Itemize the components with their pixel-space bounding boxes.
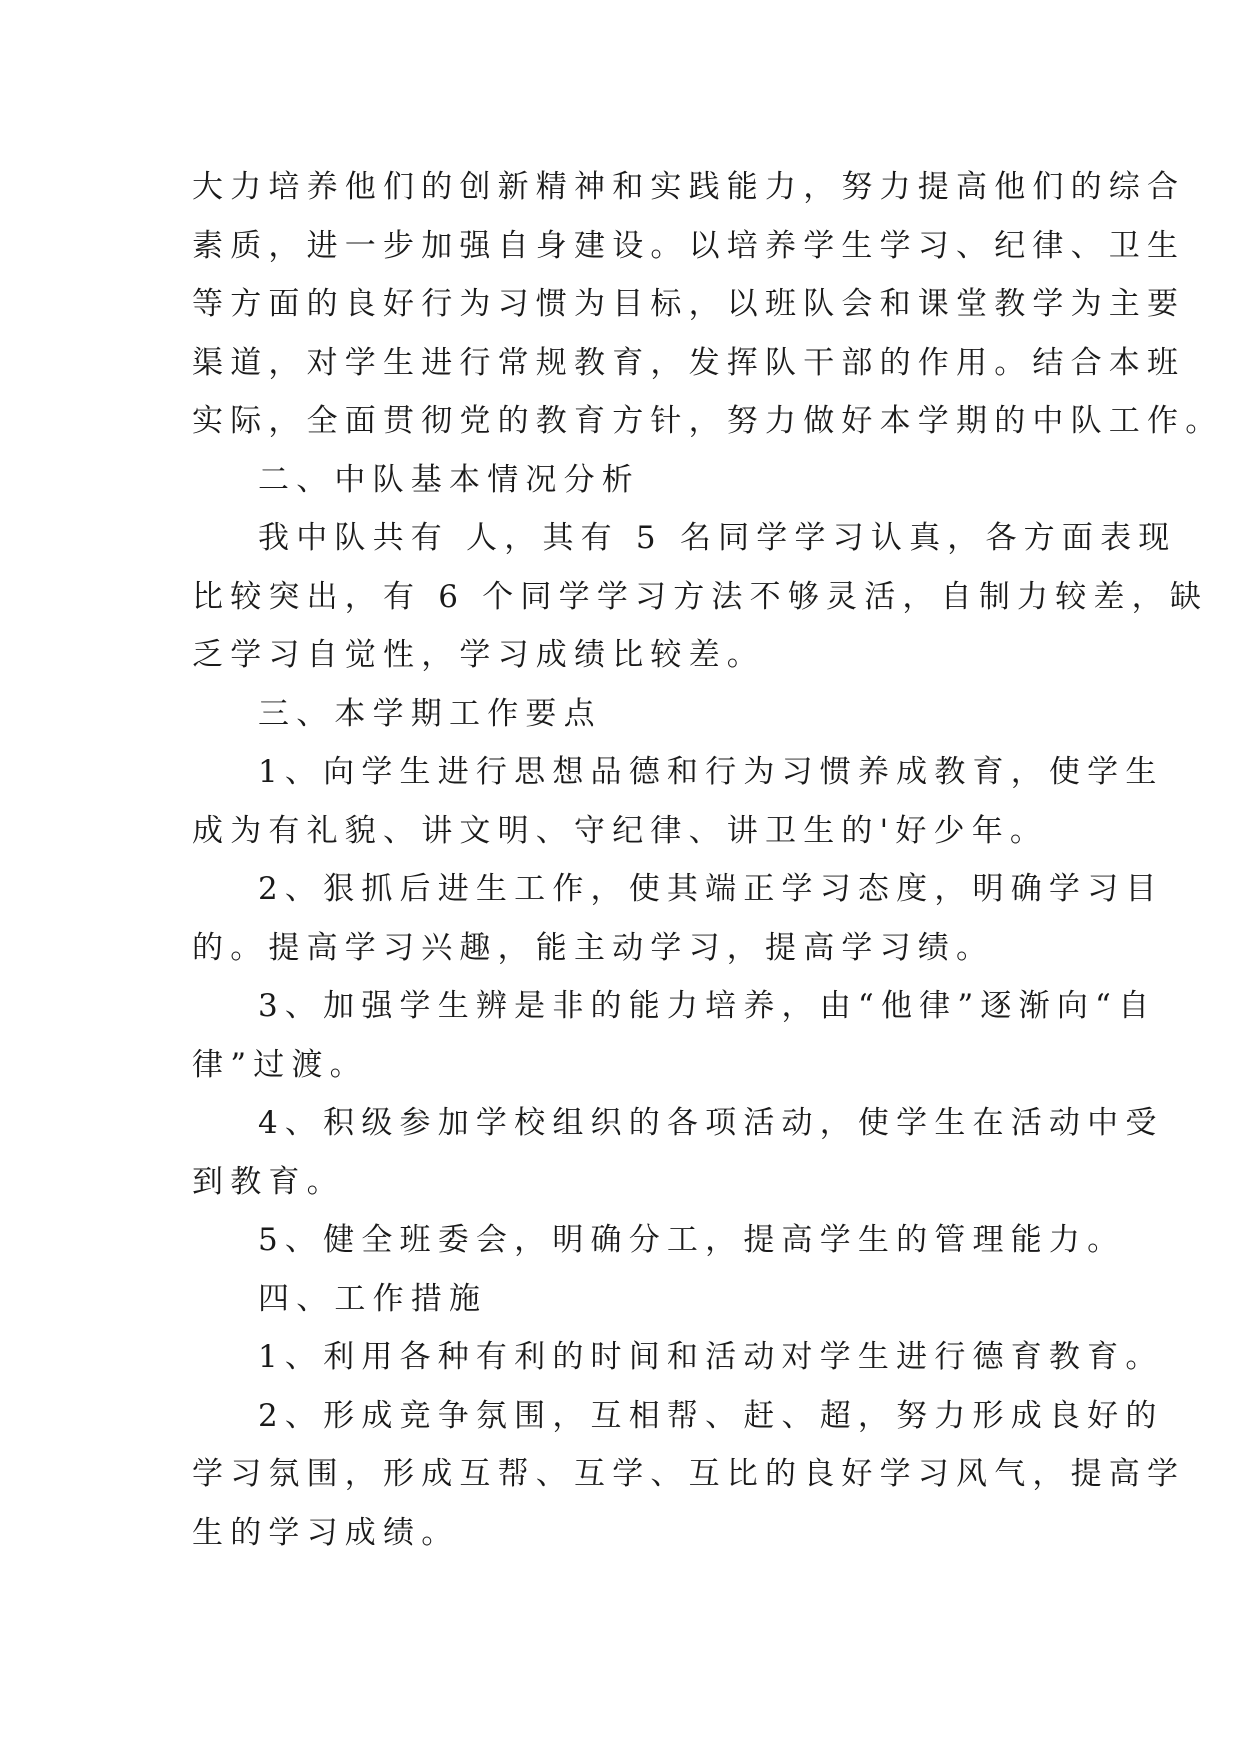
section-heading: 二、中队基本情况分析: [258, 461, 640, 498]
text-line: 比较突出，有 6 个同学学习方法不够灵活，自制力较差，缺: [192, 578, 1209, 615]
text-line: 渠道，对学生进行常规教育，发挥队干部的作用。结合本班: [192, 344, 1186, 381]
text-line: 的。提高学习兴趣，能主动学习，提高学习绩。: [192, 929, 995, 966]
list-item: 2、形成竞争氛围，互相帮、赶、超，努力形成良好的: [258, 1397, 1164, 1434]
text-line: 成为有礼貌、讲文明、守纪律、讲卫生的'好少年。: [192, 812, 1049, 849]
list-item: 1、利用各种有利的时间和活动对学生进行德育教育。: [258, 1339, 1164, 1375]
text-line: 乏学习自觉性，学习成绩比较差。: [192, 637, 765, 673]
text-line: 我中队共有 人，其有 5 名同学学习认真，各方面表现: [258, 520, 1177, 556]
text-line: 生的学习成绩。: [192, 1514, 460, 1551]
text-line: 律”过渡。: [192, 1046, 368, 1083]
list-item: 5、健全班委会，明确分工，提高学生的管理能力。: [258, 1222, 1126, 1258]
section-heading: 三、本学期工作要点: [258, 695, 602, 732]
document-page: [192, 158, 1224, 1562]
list-item: 1、向学生进行思想品德和行为习惯养成教育，使学生: [258, 754, 1164, 790]
text-line: 素质，进一步加强自身建设。以培养学生学习、纪律、卫生: [192, 227, 1186, 264]
text-line: 实际，全面贯彻党的教育方针，努力做好本学期的中队工作。: [192, 403, 1224, 439]
section-heading: 四、工作措施: [258, 1280, 488, 1317]
text-line: 大力培养他们的创新精神和实践能力，努力提高他们的综合: [192, 169, 1186, 205]
text-line: 到教育。: [192, 1163, 345, 1200]
list-item: 4、积级参加学校组织的各项活动，使学生在活动中受: [258, 1105, 1164, 1141]
text-line: 等方面的良好行为习惯为目标，以班队会和课堂教学为主要: [192, 286, 1186, 322]
list-item: 2、狠抓后进生工作，使其端正学习态度，明确学习目: [258, 871, 1164, 907]
text-line: 学习氛围，形成互帮、互学、互比的良好学习风气，提高学: [192, 1456, 1186, 1492]
list-item: 3、加强学生辨是非的能力培养，由“他律”逐渐向“自: [258, 988, 1157, 1024]
